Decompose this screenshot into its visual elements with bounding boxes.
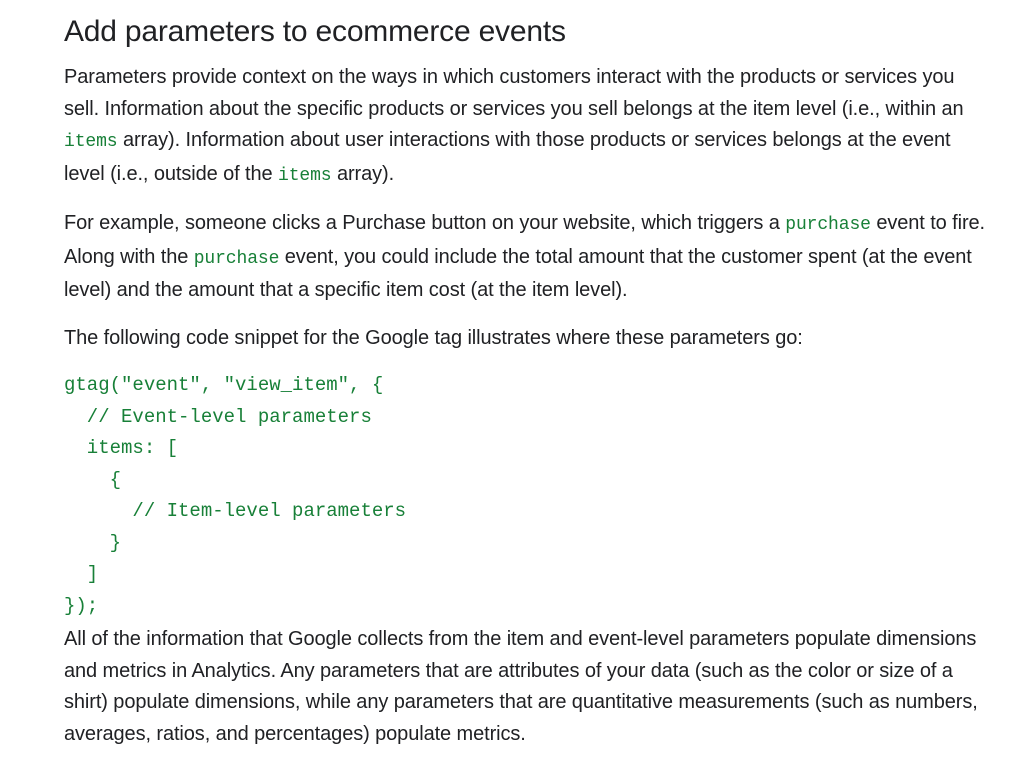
code-line: } <box>64 531 122 554</box>
inline-code-items: items <box>278 165 332 186</box>
code-line: // Item-level parameters <box>64 500 407 522</box>
paragraph-dimensions-metrics: All of the information that Google collects from the item and event-level parameters populate dimensions and metrics in Analytics. Any parameters that are attributes of your data (such as the color or size of a shirt) populate dimensions, while any parameters that are quantitative measurements (such as numbers, averages, ratios, and percentages) populate metrics. <box>64 628 978 745</box>
paragraph-text: For example, someone clicks a Purchase button on your website, which triggers a <box>64 212 786 234</box>
inline-code-purchase: purchase <box>193 248 280 269</box>
code-line: ] <box>64 563 99 585</box>
inline-code-purchase: purchase <box>785 215 871 235</box>
code-line: gtag("event", "view_item", { <box>64 374 384 396</box>
code-line: { <box>64 468 122 491</box>
section-heading: Add parameters to ecommerce events <box>64 15 566 48</box>
code-line: }); <box>64 594 99 617</box>
paragraph-parameters-context <box>64 62 994 192</box>
paragraph-text: event, you could include the total amount that the customer spent (at the event level) and the amount that a specific item cost (at the item level). <box>64 245 972 301</box>
article-content <box>64 0 994 750</box>
paragraph-text: array). <box>331 162 395 185</box>
inline-code-items: items <box>64 132 118 152</box>
paragraph-text: array). Information about user interactions with those products or services belongs at the event level (i.e., outside of the <box>64 129 951 185</box>
code-line: // Event-level parameters <box>64 405 372 428</box>
paragraph-code-intro: The following code snippet for the Google tag illustrates where these parameters go: <box>64 326 803 349</box>
code-snippet[interactable] <box>64 370 994 622</box>
code-line: items: [ <box>64 437 179 459</box>
paragraph-text: Parameters provide context on the ways in which customers interact with the products or services you sell. Information about the specific products or services you sell belongs at the item level (i.e., within an <box>64 66 964 120</box>
paragraph-purchase-example <box>64 208 994 307</box>
paragraph-text: event to fire. Along with the <box>64 212 985 268</box>
